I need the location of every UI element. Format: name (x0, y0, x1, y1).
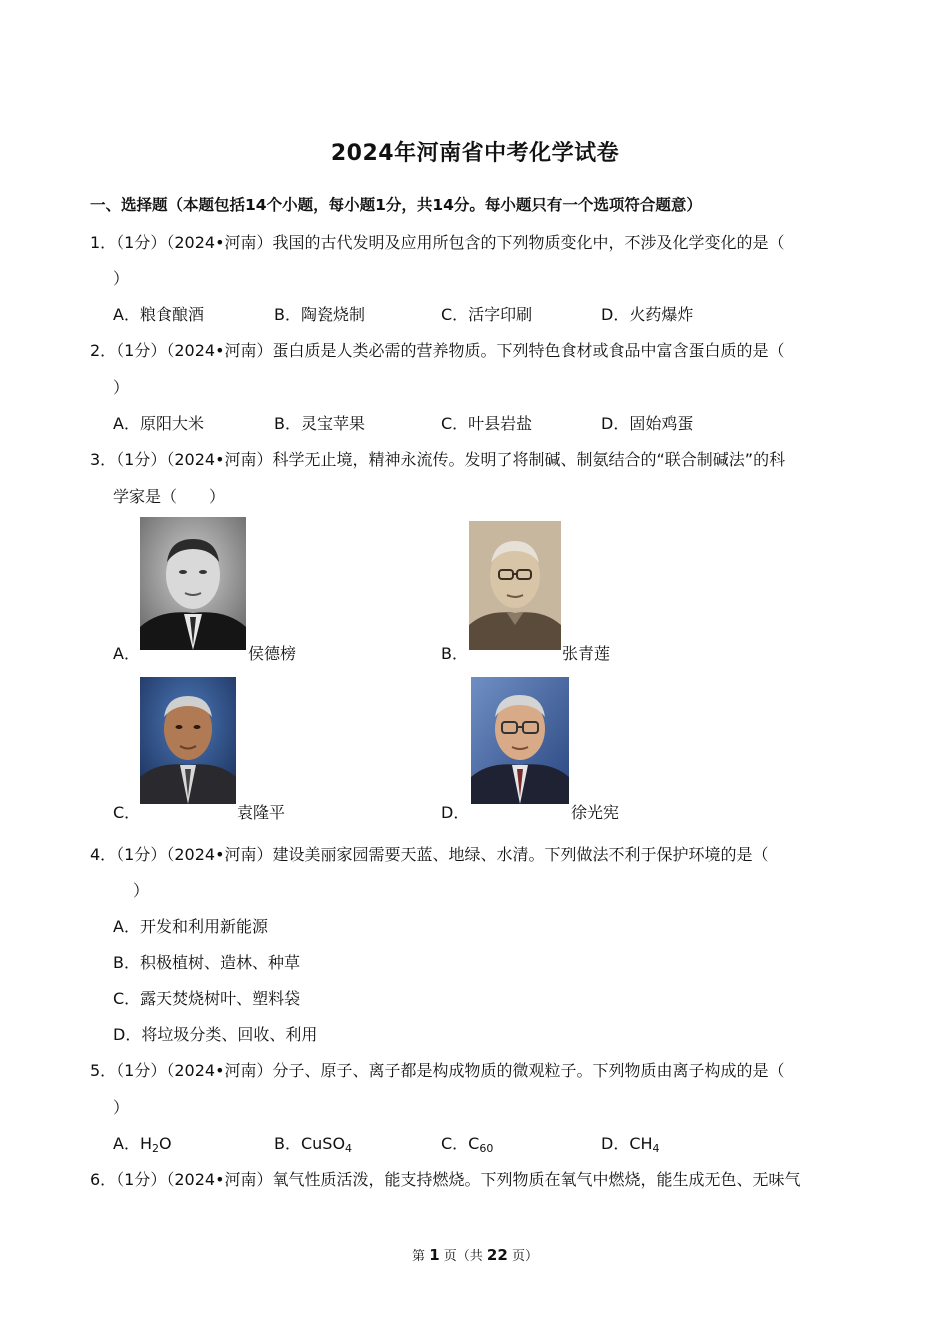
q3-option-b-letter: B． (441, 644, 468, 663)
page-footer: 第 1 页（共 22 页） (412, 1246, 538, 1264)
page-title: 2024年河南省中考化学试卷 (330, 141, 620, 166)
question-6-stem: 6．（1分）（2024•河南）氧气性质活泼，能支持燃烧。下列物质在氧气中燃烧，能生成无色、无味气 (90, 1170, 801, 1189)
portrait-photo-c (140, 677, 236, 804)
question-1-stem: 1．（1分）（2024•河南）我国的古代发明及应用所包含的下列物质变化中，不涉及化学变化的是（ (90, 233, 785, 252)
q3-option-a-letter: A． (113, 644, 140, 663)
total-page-number: 22 (486, 1246, 508, 1264)
question-1-stem-cont: ） (113, 269, 130, 288)
q4-option-c: C．露天焚烧树叶、塑料袋 (113, 989, 301, 1008)
q1-option-d: D．火药爆炸 (601, 305, 694, 324)
question-2-stem-cont: ） (113, 378, 130, 397)
q3-option-b-name: 张青莲 (562, 644, 611, 663)
q3-option-a-name: 侯德榜 (248, 644, 297, 663)
section-heading: 一、选择题（本题包括14个小题，每小题1分，共14分。每小题只有一个选项符合题意） (90, 196, 702, 214)
current-page-number: 1 (429, 1246, 440, 1264)
q2-option-b: B．灵宝苹果 (274, 414, 365, 433)
q3-option-d-name: 徐光宪 (571, 803, 620, 822)
q4-option-b: B．积极植树、造林、种草 (113, 953, 300, 972)
question-4-stem-cont: ） (133, 881, 150, 900)
q4-option-a: A．开发和利用新能源 (113, 917, 268, 936)
q2-option-a: A．原阳大米 (113, 414, 204, 433)
q5-option-c: C．$C_{60}$ (441, 1134, 494, 1155)
q1-option-b: B．陶瓷烧制 (274, 305, 365, 324)
q2-option-d: D．固始鸡蛋 (601, 414, 694, 433)
question-3-stem: 3．（1分）（2024•河南）科学无止境，精神永流传。发明了将制碱、制氨结合的“联合制碱法”的科 (90, 450, 786, 469)
question-4-stem: 4．（1分）（2024•河南）建设美丽家园需要天蓝、地绿、水清。下列做法不利于保护环境的是（ (90, 845, 769, 864)
question-3-stem-cont: 学家是（ ） (113, 487, 226, 506)
q4-option-d: D．将垃圾分类、回收、利用 (113, 1025, 318, 1044)
q1-option-a: A．粮食酿酒 (113, 305, 204, 324)
q3-option-c-letter: C． (113, 803, 141, 822)
q3-option-d-letter: D． (441, 803, 470, 822)
q3-option-c-name: 袁隆平 (237, 803, 286, 822)
q5-option-a: A．$H_2O$ (113, 1134, 172, 1155)
q5-option-d: D．$CH_4$ (601, 1134, 660, 1155)
q2-option-c: C．叶县岩盐 (441, 414, 533, 433)
question-5-stem-cont: ） (113, 1098, 130, 1117)
portrait-photo-a (140, 517, 246, 650)
question-5-stem: 5．（1分）（2024•河南）分子、原子、离子都是构成物质的微观粒子。下列物质由离子构成的是（ (90, 1061, 785, 1080)
portrait-photo-d (471, 677, 569, 804)
q5-option-b: B．CuSO$_4$ (274, 1134, 353, 1155)
question-2-stem: 2．（1分）（2024•河南）蛋白质是人类必需的营养物质。下列特色食材或食品中富含蛋白质的是（ (90, 341, 785, 360)
q1-option-c: C．活字印刷 (441, 305, 533, 324)
portrait-photo-b (469, 521, 561, 650)
